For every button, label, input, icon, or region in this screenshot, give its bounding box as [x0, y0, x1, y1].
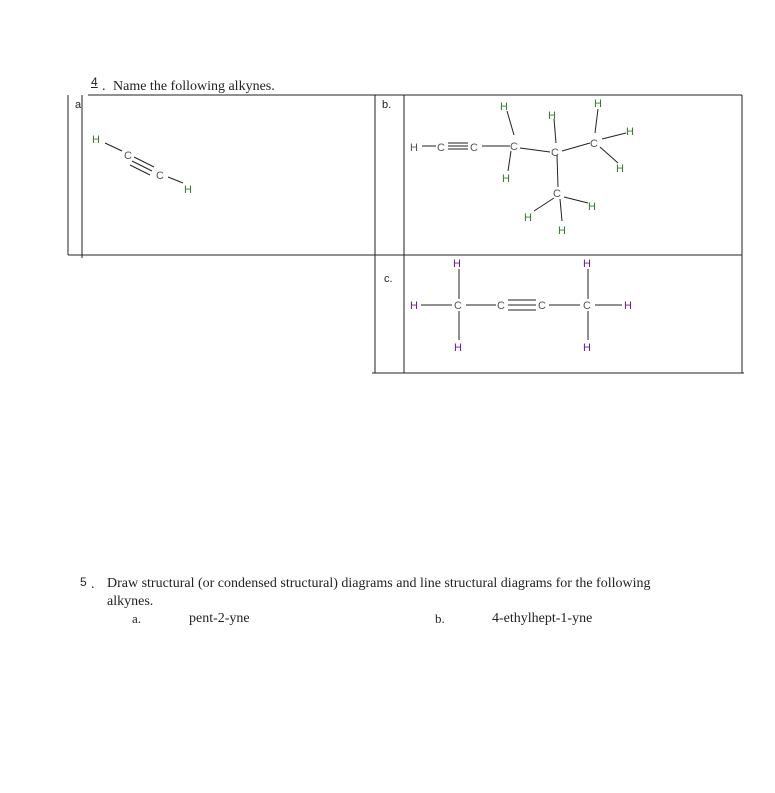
atom-h: H	[583, 342, 591, 354]
atom-h: H	[624, 300, 632, 312]
question-5-prompt-line1: Draw structural (or condensed structural) diagrams and line structural diagrams for the following	[107, 576, 651, 591]
atom-c: C	[497, 300, 505, 312]
structure-b	[404, 95, 742, 255]
atom-c: C	[156, 170, 164, 182]
atom-h: H	[626, 126, 634, 138]
atom-h: H	[616, 163, 624, 175]
atom-c: C	[437, 142, 445, 154]
atom-c: C	[124, 150, 132, 162]
atom-h: H	[558, 225, 566, 237]
atom-c: C	[538, 300, 546, 312]
part-c-label: c.	[384, 273, 393, 285]
question-5-dot: .	[91, 577, 95, 592]
atom-h: H	[410, 142, 418, 154]
atom-h: H	[453, 258, 461, 270]
q5-item-a-label: a.	[132, 611, 142, 626]
atom-h: H	[524, 212, 532, 224]
atom-h: H	[548, 110, 556, 122]
atom-c: C	[551, 147, 559, 159]
atom-c: C	[583, 300, 591, 312]
question-5-prompt-line2: alkynes.	[107, 594, 154, 609]
atom-h: H	[583, 258, 591, 270]
atom-c: C	[470, 142, 478, 154]
atom-h: H	[502, 173, 510, 185]
atom-h: H	[410, 300, 418, 312]
q5-item-b-label: b.	[435, 611, 445, 626]
atom-h: H	[594, 98, 602, 110]
question-4-number: 4	[91, 75, 98, 89]
atom-c: C	[510, 141, 518, 153]
part-a-label: a	[75, 99, 82, 111]
q5-item-b-name: 4-ethylhept-1-yne	[492, 611, 593, 626]
atom-h: H	[92, 134, 100, 146]
atom-c: C	[553, 188, 561, 200]
structure-a-ethyne	[80, 125, 220, 205]
atom-c: C	[454, 300, 462, 312]
structure-c	[404, 255, 742, 373]
atom-h: H	[500, 101, 508, 113]
atom-h: H	[184, 184, 192, 196]
question-5-number: 5	[80, 575, 87, 589]
atom-c: C	[590, 138, 598, 150]
question-4-dot: .	[102, 79, 106, 94]
part-b-label: b.	[382, 99, 392, 111]
q5-item-a-name: pent-2-yne	[189, 611, 250, 626]
atom-h: H	[454, 342, 462, 354]
question-4-prompt: Name the following alkynes.	[113, 79, 275, 94]
atom-h: H	[588, 201, 596, 213]
